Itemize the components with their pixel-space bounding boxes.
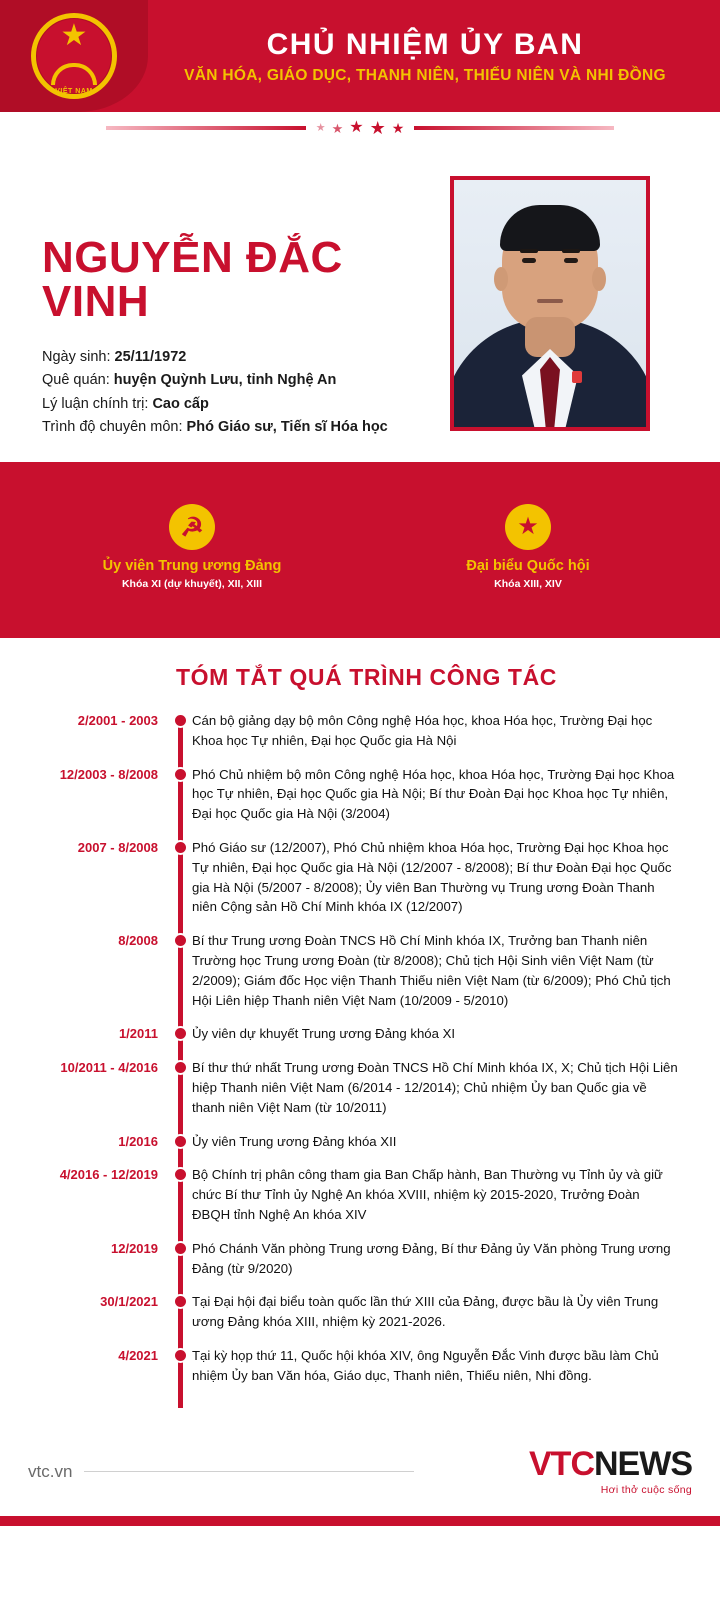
- profile-field-value: Cao cấp: [152, 395, 209, 412]
- timeline-date: 2/2001 - 2003: [77, 713, 158, 728]
- timeline-dot-icon: [173, 767, 188, 782]
- timeline-date: 8/2008: [118, 933, 158, 949]
- timeline-list: [0, 711, 720, 1418]
- timeline-description: Ủy viên dự khuyết Trung ương Đảng khóa XI: [192, 1026, 456, 1042]
- timeline-date: 12/2003 - 8/2008: [59, 766, 158, 782]
- logo-news-text: NEWS: [594, 1445, 692, 1484]
- timeline-dot-col: [168, 711, 192, 728]
- profile-field-label: Trình độ chuyên môn:: [42, 419, 183, 436]
- timeline-dot-icon: [173, 1134, 188, 1149]
- red-band-bottom: [0, 624, 720, 638]
- timeline-dot-icon: [173, 1241, 188, 1256]
- timeline-dot-col: [168, 931, 192, 948]
- vtc-news-logo[interactable]: [529, 1447, 692, 1496]
- profile-field-political-theory: [42, 393, 444, 416]
- timeline-dot-icon: [173, 1026, 188, 1041]
- timeline-dot-col: [168, 1132, 192, 1149]
- timeline-item: [0, 1292, 720, 1332]
- timeline-date: 2007 - 8/2008: [77, 839, 158, 855]
- footer-left: [28, 1462, 529, 1482]
- timeline-date: 10/2011 - 4/2016: [60, 1060, 158, 1076]
- timeline-description: Bộ Chính trị phân công tham gia Ban Chấp hành, Ban Thường vụ Tỉnh ủy và giữ chức Bí thư Tỉnh ủy Nghệ An khóa XVIII, nhiệm kỳ 2015-2020, Trưởng Đoàn ĐBQH tỉnh Nghệ An khóa XIV: [192, 1167, 663, 1223]
- divider-line-right: [414, 126, 614, 130]
- position-title: Ủy viên Trung ương Đảng: [102, 558, 282, 574]
- timeline-item: [0, 765, 720, 824]
- national-emblem-icon: ★: [505, 504, 551, 550]
- timeline-description: Tại kỳ họp thứ 11, Quốc hội khóa XIV, ông Nguyễn Đắc Vinh được bầu làm Chủ nhiệm Ủy ban Văn hóa, Giáo dục, Thanh niên, Thiếu niên, Nhi đồng.: [192, 1348, 659, 1383]
- header-titles: [148, 28, 720, 85]
- timeline-date: 30/1/2021: [100, 1294, 158, 1310]
- timeline-dot-col: [168, 1292, 192, 1309]
- timeline-item: [0, 1132, 720, 1152]
- career-timeline-section: [0, 638, 720, 1428]
- timeline-description: Phó Giáo sư (12/2007), Phó Chủ nhiệm khoa Hóa học, Trường Đại học Khoa học Tự nhiên, Đại học Quốc gia Hà Nội (12/2007 - 8/2008); Bí thư Đoàn Đại học Quốc gia Hà Nội (5/2007 - 8/2008); Ủy viên Ban Thường vụ Trung ương Đoàn Thanh niên Cộng sản Hồ Chí Minh khóa IX (12/2007): [192, 839, 672, 915]
- timeline-item: [0, 711, 720, 751]
- timeline-dot-col: [168, 838, 192, 855]
- timeline-item: [0, 838, 720, 917]
- page-subtitle: VĂN HÓA, GIÁO DỤC, THANH NIÊN, THIẾU NIÊN VÀ NHI ĐỒNG: [184, 66, 666, 84]
- profile-field-label: Quê quán:: [42, 372, 110, 389]
- timeline-dot-col: [168, 1165, 192, 1182]
- footer-site-url[interactable]: vtc.vn: [28, 1461, 73, 1481]
- lapel-pin-icon: [572, 371, 582, 383]
- profile-field-birthdate: [42, 346, 444, 369]
- timeline-dot-col: [168, 1346, 192, 1363]
- timeline-description: Cán bộ giảng dạy bộ môn Công nghệ Hóa học, khoa Hóa học, Trường Đại học Khoa học Tự nhiên, Đại học Quốc gia Hà Nội: [192, 713, 653, 748]
- timeline-item: [0, 1024, 720, 1044]
- emblem-ribbon-label: VIỆT NAM: [55, 88, 93, 95]
- logo-vtc-text: VTC: [529, 1445, 594, 1484]
- timeline-dot-icon: [173, 1294, 188, 1309]
- portrait-photo: [450, 176, 650, 431]
- timeline-dot-icon: [173, 933, 188, 948]
- timeline-dot-icon: [173, 1348, 188, 1363]
- page-footer: [0, 1428, 720, 1516]
- emblem-container: [0, 0, 148, 112]
- star-divider: [0, 112, 720, 144]
- timeline-description: Ủy viên Trung ương Đảng khóa XII: [192, 1133, 397, 1149]
- profile-details: [0, 144, 444, 440]
- profile-field-value: 25/11/1972: [114, 349, 187, 365]
- footer-divider: [84, 1471, 414, 1472]
- timeline-description: Phó Chánh Văn phòng Trung ương Đảng, Bí thư Đảng ủy Văn phòng Trung ương Đảng (từ 9/2020): [192, 1240, 671, 1276]
- timeline-dot-col: [168, 1024, 192, 1041]
- profile-field-label: Lý luận chính trị:: [42, 395, 149, 412]
- star-icon: ★: [315, 121, 326, 134]
- timeline-dot-icon: [173, 840, 188, 855]
- timeline-dot-col: [168, 1239, 192, 1256]
- position-card-party: [72, 504, 312, 590]
- timeline-item: [0, 1165, 720, 1224]
- star-icon: ★: [349, 119, 364, 136]
- timeline-item: [0, 1058, 720, 1117]
- timeline-date: 1/2016: [118, 1133, 158, 1149]
- footer-tagline: Hơi thở cuộc sống: [600, 1484, 692, 1497]
- star-icon: ★: [331, 120, 344, 136]
- vietnam-national-emblem-icon: ★ VIỆT NAM: [28, 13, 120, 99]
- timeline-dot-col: [168, 1058, 192, 1075]
- star-icon: ★: [391, 120, 405, 136]
- timeline-item: [0, 1239, 720, 1279]
- timeline-dot-icon: [173, 1167, 188, 1182]
- divider-stars: [306, 119, 415, 137]
- person-name: NGUYỄN ĐẮC VINH: [42, 233, 343, 326]
- profile-field-label: Ngày sinh:: [42, 349, 111, 365]
- timeline-item: [0, 931, 720, 1010]
- timeline-dot-icon: [173, 713, 188, 728]
- position-subtitle: Khóa XI (dự khuyết), XII, XIII: [121, 578, 263, 590]
- hammer-sickle-icon: ☭: [169, 504, 215, 550]
- timeline-date: 1/2011: [118, 1026, 158, 1042]
- profile-field-qualification: [42, 416, 444, 439]
- red-band-top: [0, 462, 720, 476]
- position-title: Đại biểu Quốc hội: [466, 558, 590, 574]
- profile-field-hometown: [42, 369, 444, 392]
- timeline-item: [0, 1346, 720, 1386]
- timeline-heading: TÓM TẮT QUÁ TRÌNH CÔNG TÁC: [176, 664, 558, 690]
- profile-section: [0, 144, 720, 462]
- timeline-dot-icon: [173, 1060, 188, 1075]
- star-icon: ★: [369, 118, 386, 138]
- position-subtitle: Khóa XIII, XIV: [494, 578, 562, 590]
- timeline-dot-col: [168, 765, 192, 782]
- profile-field-value: Phó Giáo sư, Tiến sĩ Hóa học: [186, 419, 388, 436]
- timeline-date: 12/2019: [111, 1240, 158, 1256]
- positions-section: [0, 476, 720, 624]
- timeline-description: Phó Chủ nhiệm bộ môn Công nghệ Hóa học, khoa Hóa học, Trường Đại học Khoa học Tự nhiên, Đại học Quốc gia Hà Nội; Bí thư Đoàn Đại học Khoa học Tự nhiên, Đại học Quốc gia Hà Nội (3/2004): [192, 766, 675, 822]
- footer-red-bar: [0, 1516, 720, 1526]
- timeline-date: 4/2016 - 12/2019: [59, 1167, 158, 1183]
- divider-line-left: [106, 126, 306, 130]
- timeline-date: 4/2021: [118, 1348, 158, 1364]
- timeline-description: Bí thư thứ nhất Trung ương Đoàn TNCS Hồ Chí Minh khóa IX, X; Chủ tịch Hội Liên hiệp Thanh niên Việt Nam (6/2014 - 12/2014); Chủ nhiệm Ủy ban Quốc gia về thanh niên Việt Nam (từ 10/2011): [192, 1060, 678, 1115]
- page-title: CHỦ NHIỆM ỦY BAN: [266, 27, 584, 61]
- page-header: [0, 0, 720, 112]
- timeline-description: Tại Đại hội đại biểu toàn quốc lần thứ XIII của Đảng, được bầu là Ủy viên Trung ương Đảng khóa XIII, nhiệm kỳ 2021-2026.: [192, 1294, 659, 1330]
- position-card-assembly: [408, 504, 648, 590]
- timeline-description: Bí thư Trung ương Đoàn TNCS Hồ Chí Minh khóa IX, Trưởng ban Thanh niên Trường học Trung ương Đoàn (từ 8/2008); Chủ tịch Hội Sinh viên Việt Nam (từ 2/2009); Giám đốc Học viện Thanh Thiếu niên Việt Nam (từ 6/2009); Phó Chủ tịch Hội Liên hiệp Thanh niên Việt Nam (10/2009 - 5/2010): [192, 933, 671, 1008]
- profile-field-value: huyện Quỳnh Lưu, tỉnh Nghệ An: [113, 372, 337, 389]
